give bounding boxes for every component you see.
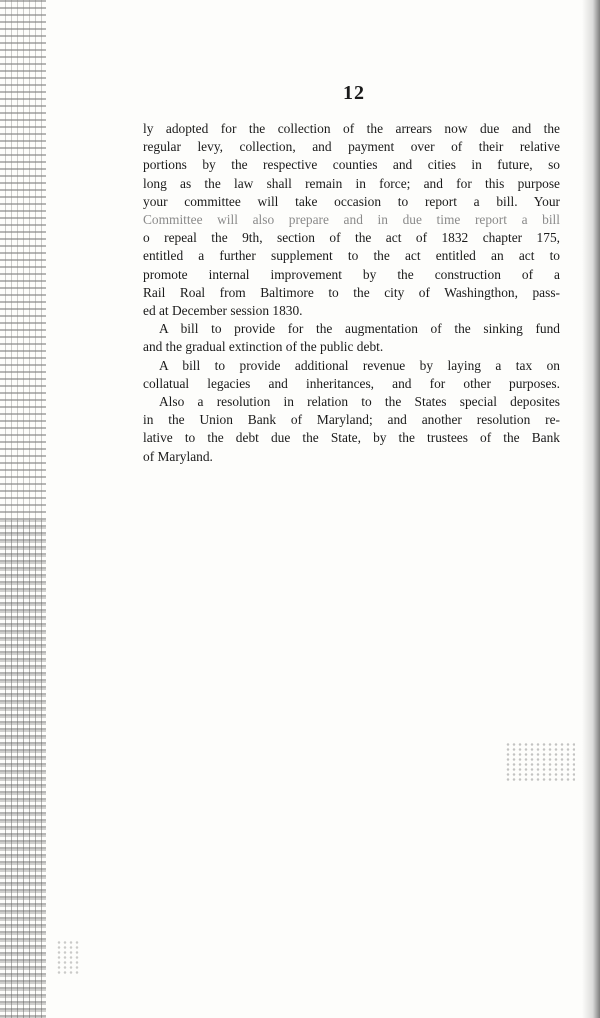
text-line: Committee will also prepare and in due time report a bill [143,212,560,228]
text-line: Also a resolution in relation to the States special deposites [159,394,560,410]
text-line: A bill to provide for the augmentation of the sinking fund [159,321,560,337]
text-line: portions by the respective counties and cities in future, so [143,157,560,173]
binding-edge-shadow-lower [0,520,46,1018]
text-line: ly adopted for the collection of the arrears now due and the [143,121,560,136]
text-line: collatual legacies and inheritances, and for other purposes. [143,375,560,391]
text-line: your committee will take occasion to report a bill. Your [143,193,560,209]
text-line: regular levy, collection, and payment over of their relative [143,139,560,155]
text-line: o repeal the 9th, section of the act of 1832 chapter 175, [143,230,560,246]
text-line: long as the law shall remain in force; and for this purpose [143,175,560,191]
text-line: ed at December session 1830. [143,303,303,319]
text-line: and the gradual extinction of the public debt. [143,339,384,355]
scan-speckles [56,940,80,976]
scan-speckles [505,742,575,782]
text-line: promote internal improvement by the construction of a [143,266,560,282]
body-text [143,120,560,466]
text-line: of Maryland. [143,448,213,464]
text-line: in the Union Bank of Maryland; and another resolution re- [143,412,560,428]
page-number: 12 [343,82,365,104]
text-line: Rail Roal from Baltimore to the city of Washingthon, pass- [143,284,560,300]
text-line: entitled a further supplement to the act entitled an act to [143,248,560,264]
text-line: lative to the debt due the State, by the trustees of the Bank [143,430,560,446]
text-line: A bill to provide additional revenue by laying a tax on [159,357,560,373]
page-edge-shadow [582,0,600,1018]
